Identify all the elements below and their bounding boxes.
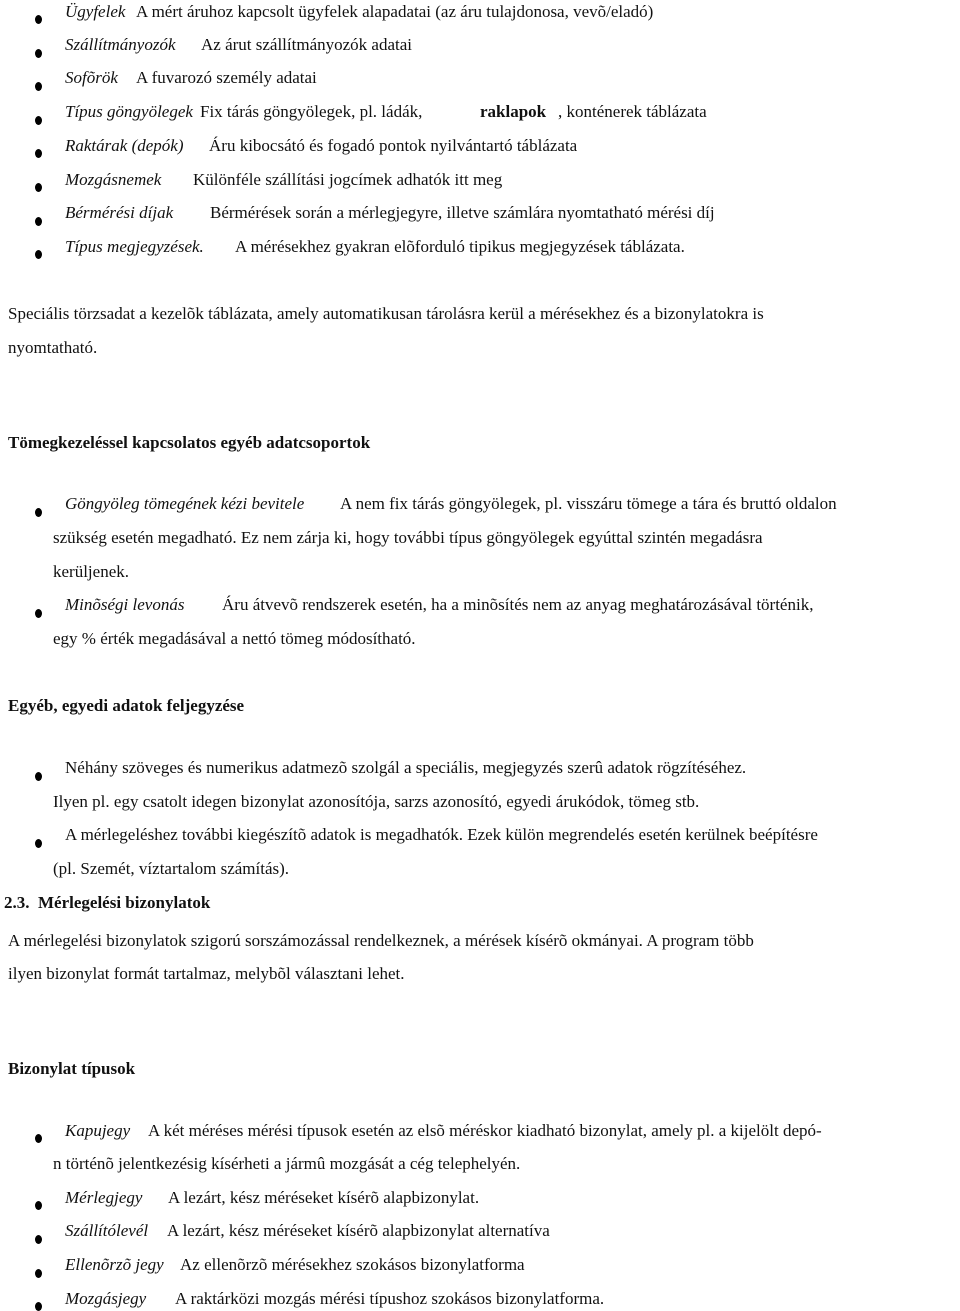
term: Sofõrök xyxy=(65,68,118,87)
special-paragraph-line: Speciális törzsadat a kezelõk táblázata, amely automatikusan tárolásra kerül a mérésekhez és a bizonylatokra is xyxy=(8,304,764,323)
item-text: A lezárt, kész méréseket kísérõ alapbizonylat. xyxy=(168,1188,480,1207)
section-heading: Bizonylat típusok xyxy=(8,1059,136,1078)
description: A mért áruhoz kapcsolt ügyfelek alapadatai (az áru tulajdonosa, vevõ/eladó) xyxy=(136,2,654,21)
bullet xyxy=(35,250,42,259)
bullet xyxy=(35,116,42,125)
bullet xyxy=(35,1201,42,1210)
item-text: szükség esetén megadható. Ez nem zárja ki, hogy további típus göngyölegek egyúttal szintén megadásra xyxy=(53,528,763,547)
term: Szállítólevél xyxy=(65,1221,149,1240)
paragraph-line: ilyen bizonylat formát tartalmaz, melybõl választani lehet. xyxy=(8,964,405,983)
bullet xyxy=(35,609,42,618)
item-text: A nem fix tárás göngyölegek, pl. visszáru tömege a tára és bruttó oldalon xyxy=(340,494,837,513)
term: Ügyfelek xyxy=(65,2,126,21)
item-text: Az ellenõrzõ mérésekhez szokásos bizonylatforma xyxy=(180,1255,525,1274)
term: Raktárak (depók) xyxy=(65,136,184,155)
bullet xyxy=(35,149,42,158)
section-heading: Egyéb, egyedi adatok feljegyzése xyxy=(8,696,245,715)
item-text: A két méréses mérési típusok esetén az elsõ méréskor kiadható bizonylat, amely pl. a kijelölt depó- xyxy=(148,1121,822,1140)
description: A fuvarozó személy adatai xyxy=(136,68,317,87)
term: Típus göngyölegek xyxy=(65,102,193,121)
section-number: 2.3. xyxy=(4,893,30,912)
term: Ellenõrzõ jegy xyxy=(65,1255,164,1274)
item-text: egy % érték megadásával a nettó tömeg módosítható. xyxy=(53,629,416,648)
bullet xyxy=(35,772,42,781)
bullet xyxy=(35,183,42,192)
description: Áru kibocsátó és fogadó pontok nyilvántartó táblázata xyxy=(209,136,578,155)
bullet xyxy=(35,1235,42,1244)
term: Bérmérési díjak xyxy=(65,203,174,222)
item-text: Áru átvevõ rendszerek esetén, ha a minõsítés nem az anyag meghatározásával történik, xyxy=(222,595,814,614)
bullet xyxy=(35,1269,42,1278)
term: Mozgásnemek xyxy=(65,170,162,189)
item-text: Néhány szöveges és numerikus adatmezõ szolgál a speciális, megjegyzés szerû adatok rögzítéséhez. xyxy=(65,758,747,777)
term: Göngyöleg tömegének kézi bevitele xyxy=(65,494,305,513)
bullet xyxy=(35,82,42,91)
item-text: A mérlegeléshez további kiegészítõ adatok is megadhatók. Ezek külön megrendelés esetén kerülnek beépítésre xyxy=(65,825,818,844)
bullet xyxy=(35,15,42,24)
bullet xyxy=(35,49,42,58)
description: Bérmérések során a mérlegjegyre, illetve számlára nyomtatható mérési díj xyxy=(210,203,715,222)
description: Különféle szállítási jogcímek adhatók itt meg xyxy=(193,170,503,189)
description: Fix tárás göngyölegek, pl. ládák, xyxy=(200,102,423,121)
term: Szállítmányozók xyxy=(65,35,176,54)
item-text: kerüljenek. xyxy=(53,562,129,581)
paragraph-line: A mérlegelési bizonylatok szigorú sorszámozással rendelkeznek, a mérések kísérõ okmányai. A program több xyxy=(8,931,754,950)
description-end: , konténerek táblázata xyxy=(558,102,707,121)
description: A mérésekhez gyakran elõforduló tipikus megjegyzések táblázata. xyxy=(235,237,685,256)
bullet xyxy=(35,508,42,517)
special-paragraph-line: nyomtatható. xyxy=(8,338,98,357)
item-text: Ilyen pl. egy csatolt idegen bizonylat azonosítója, sarzs azonosító, egyedi árukódok, tömeg stb. xyxy=(53,792,700,811)
term: Mozgásjegy xyxy=(65,1289,147,1308)
item-text: n történõ jelentkezésig kísérheti a jármû mozgását a cég telephelyén. xyxy=(53,1154,521,1173)
bullet xyxy=(35,839,42,848)
item-text: (pl. Szemét, víztartalom számítás). xyxy=(53,859,290,878)
term: Kapujegy xyxy=(65,1121,131,1140)
bullet xyxy=(35,217,42,226)
bold-term: raklapok xyxy=(480,102,547,121)
section-heading: Mérlegelési bizonylatok xyxy=(38,893,211,912)
section-heading: Tömegkezeléssel kapcsolatos egyéb adatcsoportok xyxy=(8,433,371,452)
item-text: A raktárközi mozgás mérési típushoz szokásos bizonylatforma. xyxy=(175,1289,605,1308)
term: Mérlegjegy xyxy=(65,1188,143,1207)
item-text: A lezárt, kész méréseket kísérõ alapbizonylat alternatíva xyxy=(167,1221,550,1240)
bullet xyxy=(35,1134,42,1143)
bullet xyxy=(35,1302,42,1311)
term: Típus megjegyzések. xyxy=(65,237,204,256)
description: Az árut szállítmányozók adatai xyxy=(201,35,412,54)
term: Minõségi levonás xyxy=(65,595,185,614)
